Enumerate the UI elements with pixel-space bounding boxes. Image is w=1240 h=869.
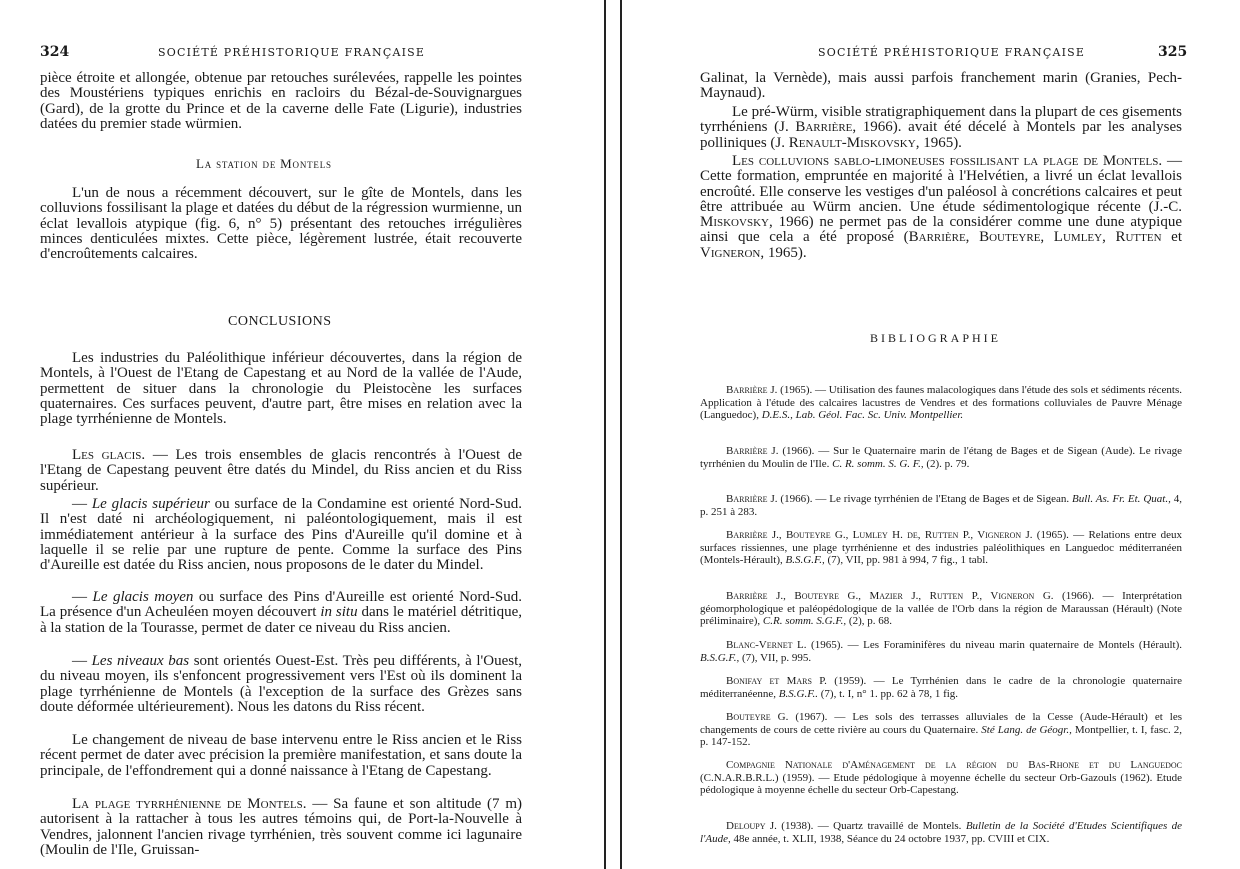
bibliography-heading: BIBLIOGRAPHIE [870, 331, 1001, 345]
plage-paragraph: La plage tyrrhénienne de Montels. — Sa faune et son altitude (7 m) autorisent à la rattacher à tous les autres témoins qui, de Port-la-Nouvelle à Vendres, jalonnent l'ancien rivage tyrrhénien, très souvent comme ici lagunaire (Moulin de l'Ile, Gruissan- [40, 796, 522, 858]
bib-entry: Compagnie Nationale d'Aménagement de la région du Bas-Rhone et du Languedoc (C.N.A.R.B.R.L.) (1959). — Etude pédologique à moyenne échelle du secteur Orb-Gazouls (1962). Etude pédologique à moyenne échelle du secteur Orb-Capestang. [700, 759, 1182, 796]
opening-paragraph: pièce étroite et allongée, obtenue par retouches surélevées, rappelle les pointes des Moustériens typiques enrichis en racloirs du Bézal-de-Souvignargues (Gard), de la grotte du Prince et de la caverne delle Fate (Ligurie), industries datées du premier stade würmien. [40, 70, 522, 132]
running-header-right: SOCIÉTÉ PRÉHISTORIQUE FRANÇAISE [818, 46, 1086, 59]
page-number-right: 325 [1158, 44, 1188, 60]
conclusions-heading: CONCLUSIONS [228, 314, 332, 329]
bib-entry: Barrière J. (1966). — Sur le Quaternaire marin de l'étang de Bages et de Sigean (Aude). Le rivage tyrrhénien du Moulin de l'Ile. C. R. somm. S. G. F., (2). p. 79. [700, 445, 1182, 470]
glacis-moyen-paragraph: — Le glacis moyen ou surface des Pins d'Aureille est orienté Nord-Sud. La présence d'un Acheuléen moyen découvert in situ dans le matériel détritique, à la station de la Tourasse, permet de dater ce niveau du Riss ancien. [40, 589, 523, 636]
glacis-superieur-paragraph: — Le glacis supérieur ou surface de la Condamine est orienté Nord-Sud. Il n'est daté ni archéologiquement, ni paléontologiquement, mais il est immédiatement antérieur à la surface des Pins d'Aureille qu'il domine et à laquelle il se relie par une rupture de pente. Comme la surface des Pins d'Aureille est datée du Riss ancien, nous proposons de le dater du Mindel. [40, 496, 523, 574]
bib-entry: Blanc-Vernet L. (1965). — Les Foraminifères du niveau marin quaternaire de Montels (Hérault). B.S.G.F., (7), VII, p. 995. [700, 639, 1182, 664]
left-page [0, 0, 604, 869]
bib-entry: Barrière J., Bouteyre G., Lumley H. de, Rutten P., Vigneron J. (1965). — Relations entre deux surfaces rissiennes, une plage tyrrhénienne et des industries paléolithiques en Languedoc méditerranéen (Montels-Hérault), B.S.G.F., (7), VII, pp. 981 à 994, 7 fig., 1 tabl. [700, 529, 1182, 566]
bib-entry: Bonifay et Mars P. (1959). — Le Tyrrhénien dans le cadre de la chronologie quaternaire méditerranéenne, B.S.G.F.. (7), t. I, n° 1. pp. 62 à 78, 1 fig. [700, 675, 1182, 700]
changement-paragraph: Le changement de niveau de base intervenu entre le Riss ancien et le Riss récent permet de dater avec précision la première manifestation, et sans doute la principale, de l'effondrement qui a donné naissance à l'Etang de Capestang. [40, 732, 522, 779]
glacis-paragraph: Les glacis. — Les trois ensembles de glacis rencontrés à l'Ouest de l'Etang de Capestang peuvent être datés du Mindel, du Riss ancien et du Riss supérieur. [40, 447, 522, 494]
colluvions-lead: Les colluvions sablo-limoneuses fossilisant la plage de Montels. [732, 153, 1163, 169]
right-page [622, 0, 1240, 869]
pre-wurm-paragraph: Le pré-Würm, visible stratigraphiquement dans la plupart de ces gisements tyrrhéniens (J. Barrière, 1966). avait été décelé à Montels par les analyses polliniques (J. Renault-Miskovsky, 1965). [700, 104, 1183, 151]
colluvions-paragraph: Les colluvions sablo-limoneuses fossilisant la plage de Montels. — Cette formation, empruntée en majorité à l'Helvétien, a livré un éclat levallois encroûté. Elle conserve les vestiges d'un paléosol à concrétions calcaires et peut être attribuée au Würm ancien. Une étude sédimentologique récente (J.-C. Miskovsky, 1966) ne permet pas de la considérer comme une dune atypique ainsi que cela a été proposé (Barrière, Bouteyre, Lumley, Rutten et Vigneron, 1965). [700, 153, 1183, 261]
niveaux-bas-paragraph: — Les niveaux bas sont orientés Ouest-Est. Très peu différents, à l'Ouest, du niveau moyen, ils s'enfoncent progressivement vers l'Est où ils dominent la plage tyrrhénienne de Montels (à l'exception de la surface des Grèzes sans doute déformée ultérieurement). Nous les datons du Riss récent. [40, 653, 522, 715]
bib-entry: Barrière J. (1965). — Utilisation des faunes malacologiques dans l'étude des sols et sédiments récents. Application à l'étude des calcaires lacustres de Vendres et des formations colluviales de Pauvre Ménage (Languedoc), D.E.S., Lab. Géol. Fac. Sc. Univ. Montpellier. [700, 384, 1183, 421]
glacis-lead: Les glacis. [72, 447, 146, 463]
bib-entry: Bouteyre G. (1967). — Les sols des terrasses alluviales de la Cesse (Aude-Hérault) et les changements de cours de cette rivière au cours du Quaternaire. Sté Lang. de Géogr., Montpellier, t. I, fasc. 2, p. 147-152. [700, 711, 1182, 748]
continuation-paragraph: Galinat, la Vernède), mais aussi parfois franchement marin (Granies, Pech-Maynaud). [700, 70, 1182, 102]
bib-entry: Barrière J., Bouteyre G., Mazier J., Rutten P., Vigneron G. (1966). — Interprétation géomorphologique et paléopédologique de la vallée de l'Orb dans la région de Maraussan (Hérault) (Note préliminaire), C.R. somm. S.G.F., (2), p. 68. [700, 590, 1182, 627]
station-paragraph: L'un de nous a récemment découvert, sur le gîte de Montels, dans les colluvions fossilisant la plage et datées du début de la régression wurmienne, un éclat levallois atypique (fig. 6, n° 5) présentant des retouches irrégulières minces denticulées mixtes. Cette pièce, légèrement lustrée, était recouverte d'encroûtements calcaires. [40, 185, 522, 263]
page-number-left: 324 [40, 44, 70, 60]
page-divider-left [604, 0, 606, 869]
bib-entry: Deloupy J. (1938). — Quartz travaillé de Montels. Bulletin de la Société d'Etudes Scientifiques de l'Aude, 48e année, t. XLII, 1938, Séance du 24 octobre 1937, pp. CVIII et CIX. [700, 820, 1183, 845]
running-header-left: SOCIÉTÉ PRÉHISTORIQUE FRANÇAISE [158, 46, 426, 59]
station-heading: La station de Montels [196, 156, 332, 171]
plage-lead: La plage tyrrhénienne de Montels. [72, 796, 307, 812]
bib-entry: Barrière J. (1966). — Le rivage tyrrhénien de l'Etang de Bages et de Sigean. Bull. As. Fr. Et. Quat., 4, p. 251 à 283. [700, 493, 1183, 518]
conclusions-intro: Les industries du Paléolithique inférieur découvertes, dans la région de Montels, à l'Ouest de l'Etang de Capestang et au Nord de la vallée de l'Aude, permettent de situer dans la chronologie du Pleistocène les surfaces quaternaires. Ces surfaces peuvent, d'autre part, être mises en relation avec la plage tyrrhénienne de Montels. [40, 350, 522, 428]
